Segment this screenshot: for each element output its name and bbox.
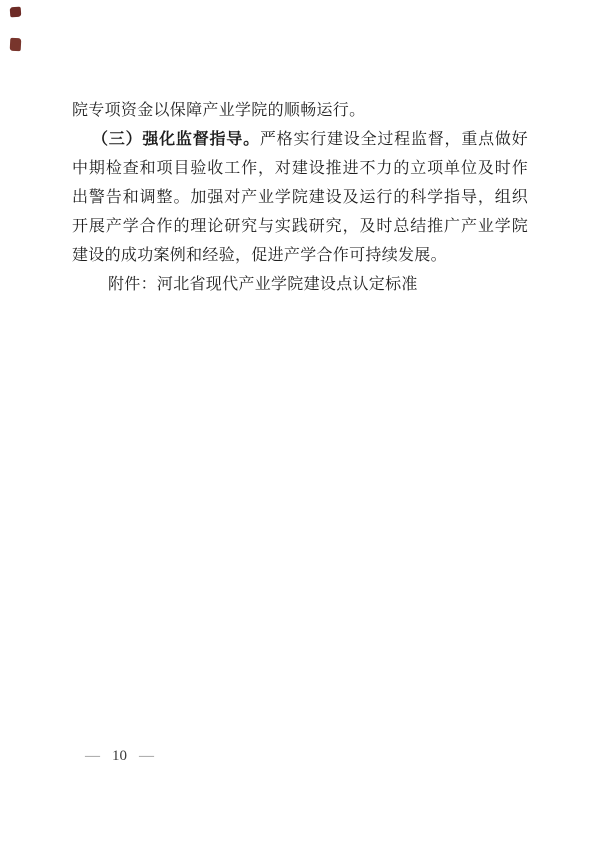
paragraph-continuation: 院专项资金以保障产业学院的顺畅运行。 [72,102,366,119]
scan-artifact-mark-top [10,7,22,18]
page-footer [84,748,155,765]
section-body-text: 严格实行建设全过程监督，重点做好中期检查和项目验收工作，对建设推进不力的立项单位及时作出警告和调整。加强对产业学院建设及运行的科学指导，组织开展产学合作的理论研究与实践研究，及时总结推广产业学院建设的成功案例和经验，促进产学合作可持续发展。 [72,131,528,264]
section-paragraph [72,125,528,270]
section-heading: （三）强化监督指导。 [92,131,260,148]
attachment-line: 附件：河北省现代产业学院建设点认定标准 [108,276,418,293]
document-body [72,96,528,299]
page-number: 10 [112,748,127,764]
footer-dash-right: — [139,748,154,764]
scan-artifact-mark-bottom [10,38,22,52]
footer-dash-left: — [85,748,100,764]
